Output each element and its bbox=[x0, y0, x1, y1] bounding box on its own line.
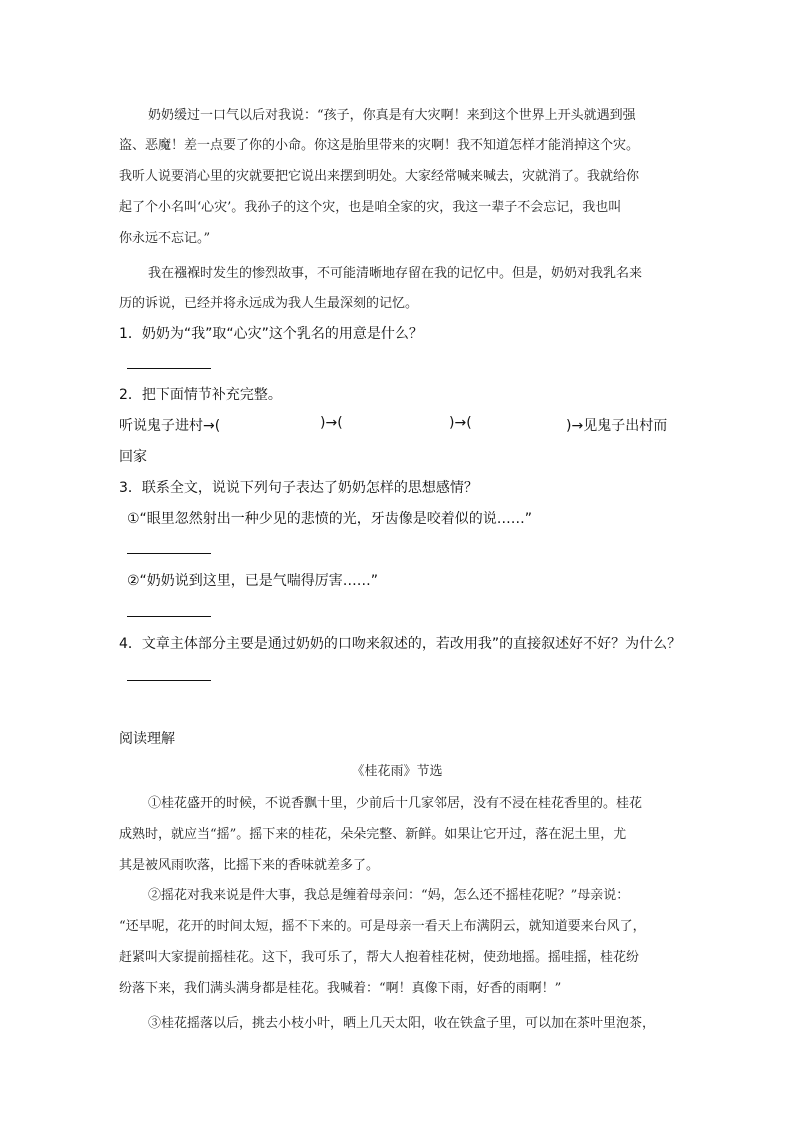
question-1: 1．奶奶为“我”取“心灾”这个乳名的用意是什么？ bbox=[119, 326, 423, 342]
passage2-line-7: 纷落下来，我们满头满身都是桂花。我喊着：“啊！真像下雨，好香的雨啊！” bbox=[119, 981, 562, 996]
passage2-line-4: ②摇花对我来说是件大事，我总是缠着母亲问：“妈，怎么还不摇桂花呢？”母亲说： bbox=[148, 888, 630, 903]
question-3-item-1: ①“眼里忽然射出一种少见的悲愤的光，牙齿像是咬着似的说……” bbox=[127, 511, 533, 527]
passage2-line-6: 赶紧叫大家提前摇桂花。这下，我可乐了，帮大人抱着桂花树，使劲地摇。摇哇摇，桂花纷 bbox=[119, 950, 640, 965]
q2-chain-mid1: )→( bbox=[320, 415, 343, 431]
q2-chain-end: )→见鬼子出村而 bbox=[566, 418, 668, 434]
answer-line-1[interactable] bbox=[127, 368, 211, 369]
answer-line-4[interactable] bbox=[127, 680, 211, 681]
passage2-line-5: “还早呢，花开的时间太短，摇不下来的。可是母亲一看天上布满阴云，就知道要来台风了， bbox=[119, 919, 646, 934]
question-3: 3．联系全文，说说下列句子表达了奶奶怎样的思想感情？ bbox=[119, 480, 478, 496]
section-label: 阅读理解 bbox=[119, 731, 175, 747]
passage1-line-5: 你永远不忘记。” bbox=[119, 231, 211, 246]
q2-chain-mid2: )→( bbox=[449, 415, 472, 431]
passage2-line-8: ③桂花摇落以后，挑去小枝小叶，晒上几天太阳，收在铁盒子里，可以加在茶叶里泡茶， bbox=[148, 1016, 656, 1031]
passage1-line-6: 我在襁褓时发生的惨烈故事，不可能清晰地存留在我的记忆中。但是，奶奶对我乳名来 bbox=[148, 266, 643, 281]
q2-chain-start: 听说鬼子进村→( bbox=[119, 418, 221, 434]
passage1-line-3: 我听人说要消心里的灾就要把它说出来摆到明处。大家经常喊来喊去，灾就消了。我就给你 bbox=[119, 169, 640, 184]
passage2-title: 《桂花雨》节选 bbox=[351, 764, 443, 779]
passage1-line-1: 奶奶缓过一口气以后对我说：“孩子，你真是有大灾啊！来到这个世界上开头就遇到强 bbox=[148, 108, 636, 123]
passage2-line-2: 成熟时，就应当“摇”。摇下来的桂花，朵朵完整、新鲜。如果让它开过，落在泥土里，尤 bbox=[119, 827, 627, 842]
question-3-item-2: ②“奶奶说到这里，已是气喘得厉害……” bbox=[127, 573, 379, 589]
answer-line-3-1[interactable] bbox=[127, 553, 211, 554]
passage2-line-1: ①桂花盛开的时候，不说香飘十里，少前后十几家邻居，没有不浸在桂花香里的。桂花 bbox=[148, 796, 643, 811]
passage1-line-2: 盗、恶魔！差一点要了你的小命。你这是胎里带来的灾啊！我不知道怎样才能消掉这个灾。 bbox=[119, 138, 640, 153]
answer-line-3-2[interactable] bbox=[127, 616, 211, 617]
q2-chain-wrap: 回家 bbox=[119, 449, 147, 465]
question-2: 2．把下面情节补充完整。 bbox=[119, 387, 282, 403]
passage2-line-3: 其是被风雨吹落，比摇下来的香味就差多了。 bbox=[119, 858, 380, 873]
passage1-line-4: 起了个小名叫‘心灾’。我孙子的这个灾，也是咱全家的灾，我这一辈子不会忘记，我也叫 bbox=[119, 200, 622, 215]
question-4: 4．文章主体部分主要是通过奶奶的口吻来叙述的，若改用我”的直接叙述好不好？为什么？ bbox=[119, 636, 682, 652]
passage1-line-7: 历的诉说，已经并将永远成为我人生最深刻的记忆。 bbox=[119, 296, 419, 311]
